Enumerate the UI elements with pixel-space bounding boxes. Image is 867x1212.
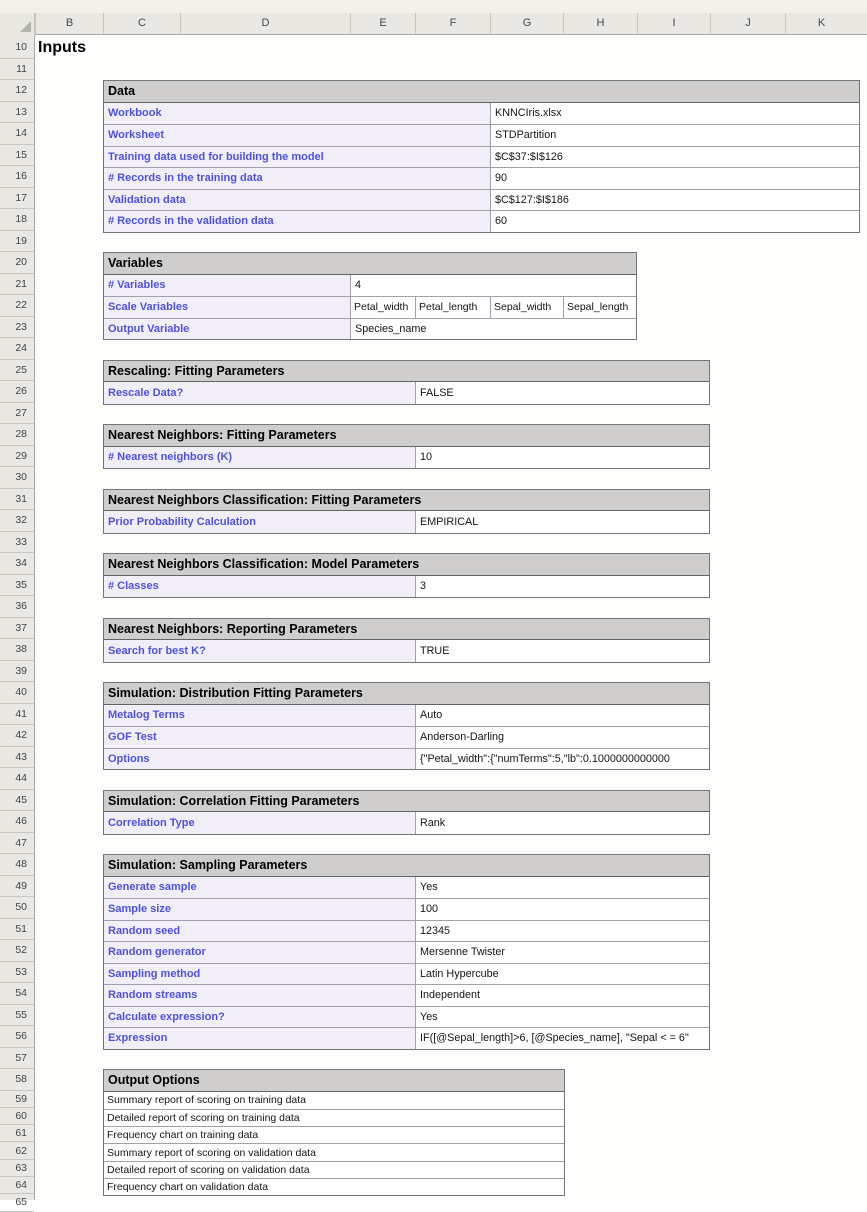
- row-header-55[interactable]: 55: [0, 1005, 34, 1027]
- row-header-59[interactable]: 59: [0, 1091, 34, 1108]
- table-row: [104, 748, 709, 770]
- row-header-48[interactable]: 48: [0, 854, 34, 876]
- cell-value[interactable]: 90: [495, 172, 508, 185]
- column-header-G[interactable]: G: [490, 13, 563, 34]
- cell-label[interactable]: # Variables: [104, 275, 351, 297]
- row-header-45[interactable]: 45: [0, 790, 34, 812]
- table-row: [104, 382, 709, 404]
- table-row: [104, 984, 709, 1006]
- column-header-D[interactable]: D: [180, 13, 350, 34]
- row-header-40[interactable]: 40: [0, 682, 34, 704]
- row-header-37[interactable]: 37: [0, 618, 34, 640]
- table-row: [104, 898, 709, 920]
- row-header-41[interactable]: 41: [0, 704, 34, 726]
- section-header-cell[interactable]: Nearest Neighbors: Reporting Parameters: [104, 619, 709, 641]
- select-all-corner[interactable]: [0, 13, 35, 35]
- cell-label[interactable]: Worksheet: [104, 125, 491, 146]
- table-row: [104, 1006, 709, 1028]
- output-option-item[interactable]: Detailed report of scoring on validation data: [107, 1163, 310, 1176]
- row-header-22[interactable]: 22: [0, 295, 34, 317]
- row-header-53[interactable]: 53: [0, 962, 34, 984]
- row-header-63[interactable]: 63: [0, 1160, 34, 1177]
- row-header-15[interactable]: 15: [0, 145, 34, 167]
- row-header-54[interactable]: 54: [0, 983, 34, 1005]
- output-option-item[interactable]: Frequency chart on training data: [107, 1129, 259, 1142]
- row-header-52[interactable]: 52: [0, 940, 34, 962]
- section-header-cell[interactable]: Simulation: Correlation Fitting Parameters: [104, 791, 709, 813]
- select-all-triangle-icon: [20, 21, 31, 32]
- cell-label[interactable]: Random generator: [104, 942, 416, 963]
- row-header-13[interactable]: 13: [0, 102, 34, 124]
- row-header-46[interactable]: 46: [0, 811, 34, 833]
- table-output-options: [103, 1069, 565, 1196]
- table-row: [104, 124, 859, 146]
- cell-label[interactable]: Output Variable: [104, 319, 351, 340]
- row-header-43[interactable]: 43: [0, 747, 34, 769]
- cell-label[interactable]: Options: [104, 749, 416, 770]
- row-header-64[interactable]: 64: [0, 1177, 34, 1194]
- row-header-27[interactable]: 27: [0, 403, 34, 425]
- table-row: [104, 210, 859, 232]
- cell-value[interactable]: KNNCIris.xlsx: [495, 107, 562, 120]
- row-header-51[interactable]: 51: [0, 919, 34, 941]
- cell-value[interactable]: 60: [495, 215, 508, 228]
- table-row: [104, 146, 859, 168]
- row-header-44[interactable]: 44: [0, 768, 34, 790]
- row-header-62[interactable]: 62: [0, 1142, 34, 1159]
- column-header-H[interactable]: H: [563, 13, 637, 34]
- row-header-33[interactable]: 33: [0, 532, 34, 554]
- cell-label[interactable]: # Nearest neighbors (K): [104, 447, 416, 469]
- table-row: [104, 1027, 709, 1049]
- cell-value[interactable]: STDPartition: [495, 129, 557, 142]
- column-header-K[interactable]: K: [785, 13, 857, 34]
- table-rescaling: [103, 360, 710, 405]
- row-header-26[interactable]: 26: [0, 381, 34, 403]
- row-header-17[interactable]: 17: [0, 188, 34, 210]
- row-header-50[interactable]: 50: [0, 897, 34, 919]
- column-header-C[interactable]: C: [103, 13, 180, 34]
- cell-value[interactable]: EMPIRICAL: [420, 515, 479, 528]
- scale-variable-cell[interactable]: Petal_width: [354, 301, 409, 314]
- section-header-cell[interactable]: Rescaling: Fitting Parameters: [104, 361, 709, 383]
- cell-label[interactable]: Metalog Terms: [104, 705, 416, 727]
- table-row: [104, 447, 709, 469]
- cell-value[interactable]: $C$127:$I$186: [495, 193, 569, 206]
- cell-label[interactable]: # Classes: [104, 576, 416, 598]
- cell-label[interactable]: Generate sample: [104, 877, 416, 899]
- cell-label[interactable]: Calculate expression?: [104, 1007, 416, 1028]
- output-option-item[interactable]: Summary report of scoring on training data: [107, 1094, 307, 1107]
- cell-label[interactable]: # Records in the validation data: [104, 211, 491, 232]
- cell-label[interactable]: Training data used for building the model: [104, 147, 491, 168]
- table-row: [104, 1161, 564, 1178]
- row-header-61[interactable]: 61: [0, 1125, 34, 1142]
- table-row: [104, 103, 859, 125]
- table-row: [104, 1126, 564, 1143]
- cell-label[interactable]: Scale Variables: [104, 297, 351, 318]
- table-row: [104, 296, 636, 318]
- cell-value[interactable]: {"Petal_width":{"numTerms":5,"lb":0.1000000000000: [420, 752, 670, 765]
- cell-value[interactable]: Mersenne Twister: [420, 946, 506, 959]
- cell-value[interactable]: 4: [355, 279, 362, 292]
- row-header-36[interactable]: 36: [0, 596, 34, 618]
- output-option-item[interactable]: Summary report of scoring on validation data: [107, 1146, 316, 1159]
- cell-value[interactable]: $C$37:$I$126: [495, 150, 563, 163]
- table-variables: [103, 252, 637, 340]
- table-row: [104, 275, 636, 297]
- cell-value[interactable]: Auto: [420, 709, 443, 722]
- row-header-20[interactable]: 20: [0, 252, 34, 274]
- cell-value[interactable]: IF([@Sepal_length]>6, [@Species_name], "Sepal < = 6": [420, 1032, 689, 1045]
- table-row: [104, 1092, 564, 1109]
- row-header-32[interactable]: 32: [0, 510, 34, 532]
- table-row: [104, 963, 709, 985]
- column-header-E[interactable]: E: [350, 13, 415, 34]
- row-header-19[interactable]: 19: [0, 231, 34, 253]
- cell-label[interactable]: # Records in the training data: [104, 168, 491, 189]
- row-header-14[interactable]: 14: [0, 123, 34, 145]
- table-row: [104, 877, 709, 899]
- row-header-29[interactable]: 29: [0, 446, 34, 468]
- table-row: [104, 189, 859, 211]
- column-header-F[interactable]: F: [415, 13, 490, 34]
- cell-label[interactable]: Expression: [104, 1028, 416, 1049]
- section-header-cell[interactable]: Variables: [104, 253, 636, 275]
- column-header-B[interactable]: B: [35, 13, 103, 34]
- section-header-cell[interactable]: Output Options: [104, 1070, 564, 1092]
- table-nn-fitting: [103, 424, 710, 469]
- table-row: [104, 705, 709, 727]
- scale-variable-cell[interactable]: Sepal_length: [563, 297, 636, 318]
- cell-value[interactable]: Independent: [420, 989, 481, 1002]
- section-header-cell[interactable]: Nearest Neighbors Classification: Fitting Parameters: [104, 490, 709, 512]
- output-option-item[interactable]: Detailed report of scoring on training data: [107, 1111, 300, 1124]
- table-row: [104, 167, 859, 189]
- section-header-cell[interactable]: Nearest Neighbors Classification: Model Parameters: [104, 554, 709, 576]
- cell-value[interactable]: 100: [420, 903, 439, 916]
- row-header-24[interactable]: 24: [0, 338, 34, 360]
- row-header-39[interactable]: 39: [0, 661, 34, 683]
- row-header-35[interactable]: 35: [0, 575, 34, 597]
- row-header-25[interactable]: 25: [0, 360, 34, 382]
- section-header-cell[interactable]: Simulation: Sampling Parameters: [104, 855, 709, 877]
- row-header-28[interactable]: 28: [0, 424, 34, 446]
- cell-label[interactable]: Sample size: [104, 899, 416, 920]
- cell-value[interactable]: Yes: [420, 881, 438, 894]
- row-header-57[interactable]: 57: [0, 1048, 34, 1070]
- table-row: [104, 576, 709, 598]
- cell-label[interactable]: Search for best K?: [104, 640, 416, 662]
- table-row: [104, 1143, 564, 1160]
- cell-label[interactable]: Workbook: [104, 103, 491, 125]
- table-sim-correlation: [103, 790, 710, 835]
- cell-value[interactable]: Species_name: [355, 322, 427, 335]
- column-header-I[interactable]: I: [637, 13, 710, 34]
- cell-label[interactable]: GOF Test: [104, 727, 416, 748]
- table-row: [104, 920, 709, 942]
- row-header-47[interactable]: 47: [0, 833, 34, 855]
- table-nnc-model: [103, 553, 710, 598]
- row-header-65[interactable]: 65: [0, 1194, 34, 1211]
- scale-variable-cell[interactable]: Sepal_width: [490, 297, 563, 318]
- cell-label[interactable]: Prior Probability Calculation: [104, 511, 416, 533]
- table-row: [104, 511, 709, 533]
- section-header-cell[interactable]: Nearest Neighbors: Fitting Parameters: [104, 425, 709, 447]
- table-data: [103, 80, 860, 233]
- cell-value[interactable]: 10: [420, 451, 433, 464]
- row-header-60[interactable]: 60: [0, 1108, 34, 1125]
- row-header-49[interactable]: 49: [0, 876, 34, 898]
- cell-value[interactable]: TRUE: [420, 644, 450, 657]
- top-strip: [0, 0, 867, 13]
- cell-label[interactable]: Rescale Data?: [104, 382, 416, 404]
- row-header-21[interactable]: 21: [0, 274, 34, 296]
- cell-label[interactable]: Sampling method: [104, 964, 416, 985]
- cell-value[interactable]: FALSE: [420, 386, 454, 399]
- cell-label[interactable]: Random streams: [104, 985, 416, 1006]
- cell-label[interactable]: Correlation Type: [104, 812, 416, 834]
- row-header-10[interactable]: 10: [0, 37, 34, 59]
- table-row: [104, 1109, 564, 1126]
- row-header-38[interactable]: 38: [0, 639, 34, 661]
- cell-label[interactable]: Random seed: [104, 921, 416, 942]
- cell-value[interactable]: Yes: [420, 1010, 438, 1023]
- row-header-58[interactable]: 58: [0, 1069, 34, 1091]
- row-header-23[interactable]: 23: [0, 317, 34, 339]
- row-header-11[interactable]: 11: [0, 59, 34, 81]
- row-header-12[interactable]: 12: [0, 80, 34, 102]
- scale-variable-cell[interactable]: Petal_length: [415, 297, 490, 318]
- row-header-16[interactable]: 16: [0, 166, 34, 188]
- table-row: [104, 812, 709, 834]
- section-header-cell[interactable]: Simulation: Distribution Fitting Parameters: [104, 683, 709, 705]
- cell-value[interactable]: 12345: [420, 924, 451, 937]
- row-header-18[interactable]: 18: [0, 209, 34, 231]
- row-header-34[interactable]: 34: [0, 553, 34, 575]
- row-header-31[interactable]: 31: [0, 489, 34, 511]
- row-header-42[interactable]: 42: [0, 725, 34, 747]
- table-row: [104, 726, 709, 748]
- cell-value[interactable]: Latin Hypercube: [420, 967, 499, 980]
- table-nn-reporting: [103, 618, 710, 663]
- cell-label[interactable]: Validation data: [104, 190, 491, 211]
- cell-value[interactable]: 3: [420, 580, 427, 593]
- output-option-item[interactable]: Frequency chart on validation data: [107, 1181, 269, 1194]
- row-header-30[interactable]: 30: [0, 467, 34, 489]
- table-nnc-fitting: [103, 489, 710, 534]
- table-row: [104, 941, 709, 963]
- table-sim-distribution: [103, 682, 710, 770]
- cell-value[interactable]: Anderson-Darling: [420, 731, 505, 744]
- table-row: [104, 640, 709, 662]
- section-header-cell[interactable]: Data: [104, 81, 859, 103]
- cell-value[interactable]: Rank: [420, 816, 446, 829]
- row-header-56[interactable]: 56: [0, 1026, 34, 1048]
- sheet-title-cell[interactable]: Inputs: [38, 39, 86, 56]
- table-row: [104, 1178, 564, 1195]
- table-sim-sampling: [103, 854, 710, 1050]
- table-row: [104, 318, 636, 340]
- column-header-J[interactable]: J: [710, 13, 785, 34]
